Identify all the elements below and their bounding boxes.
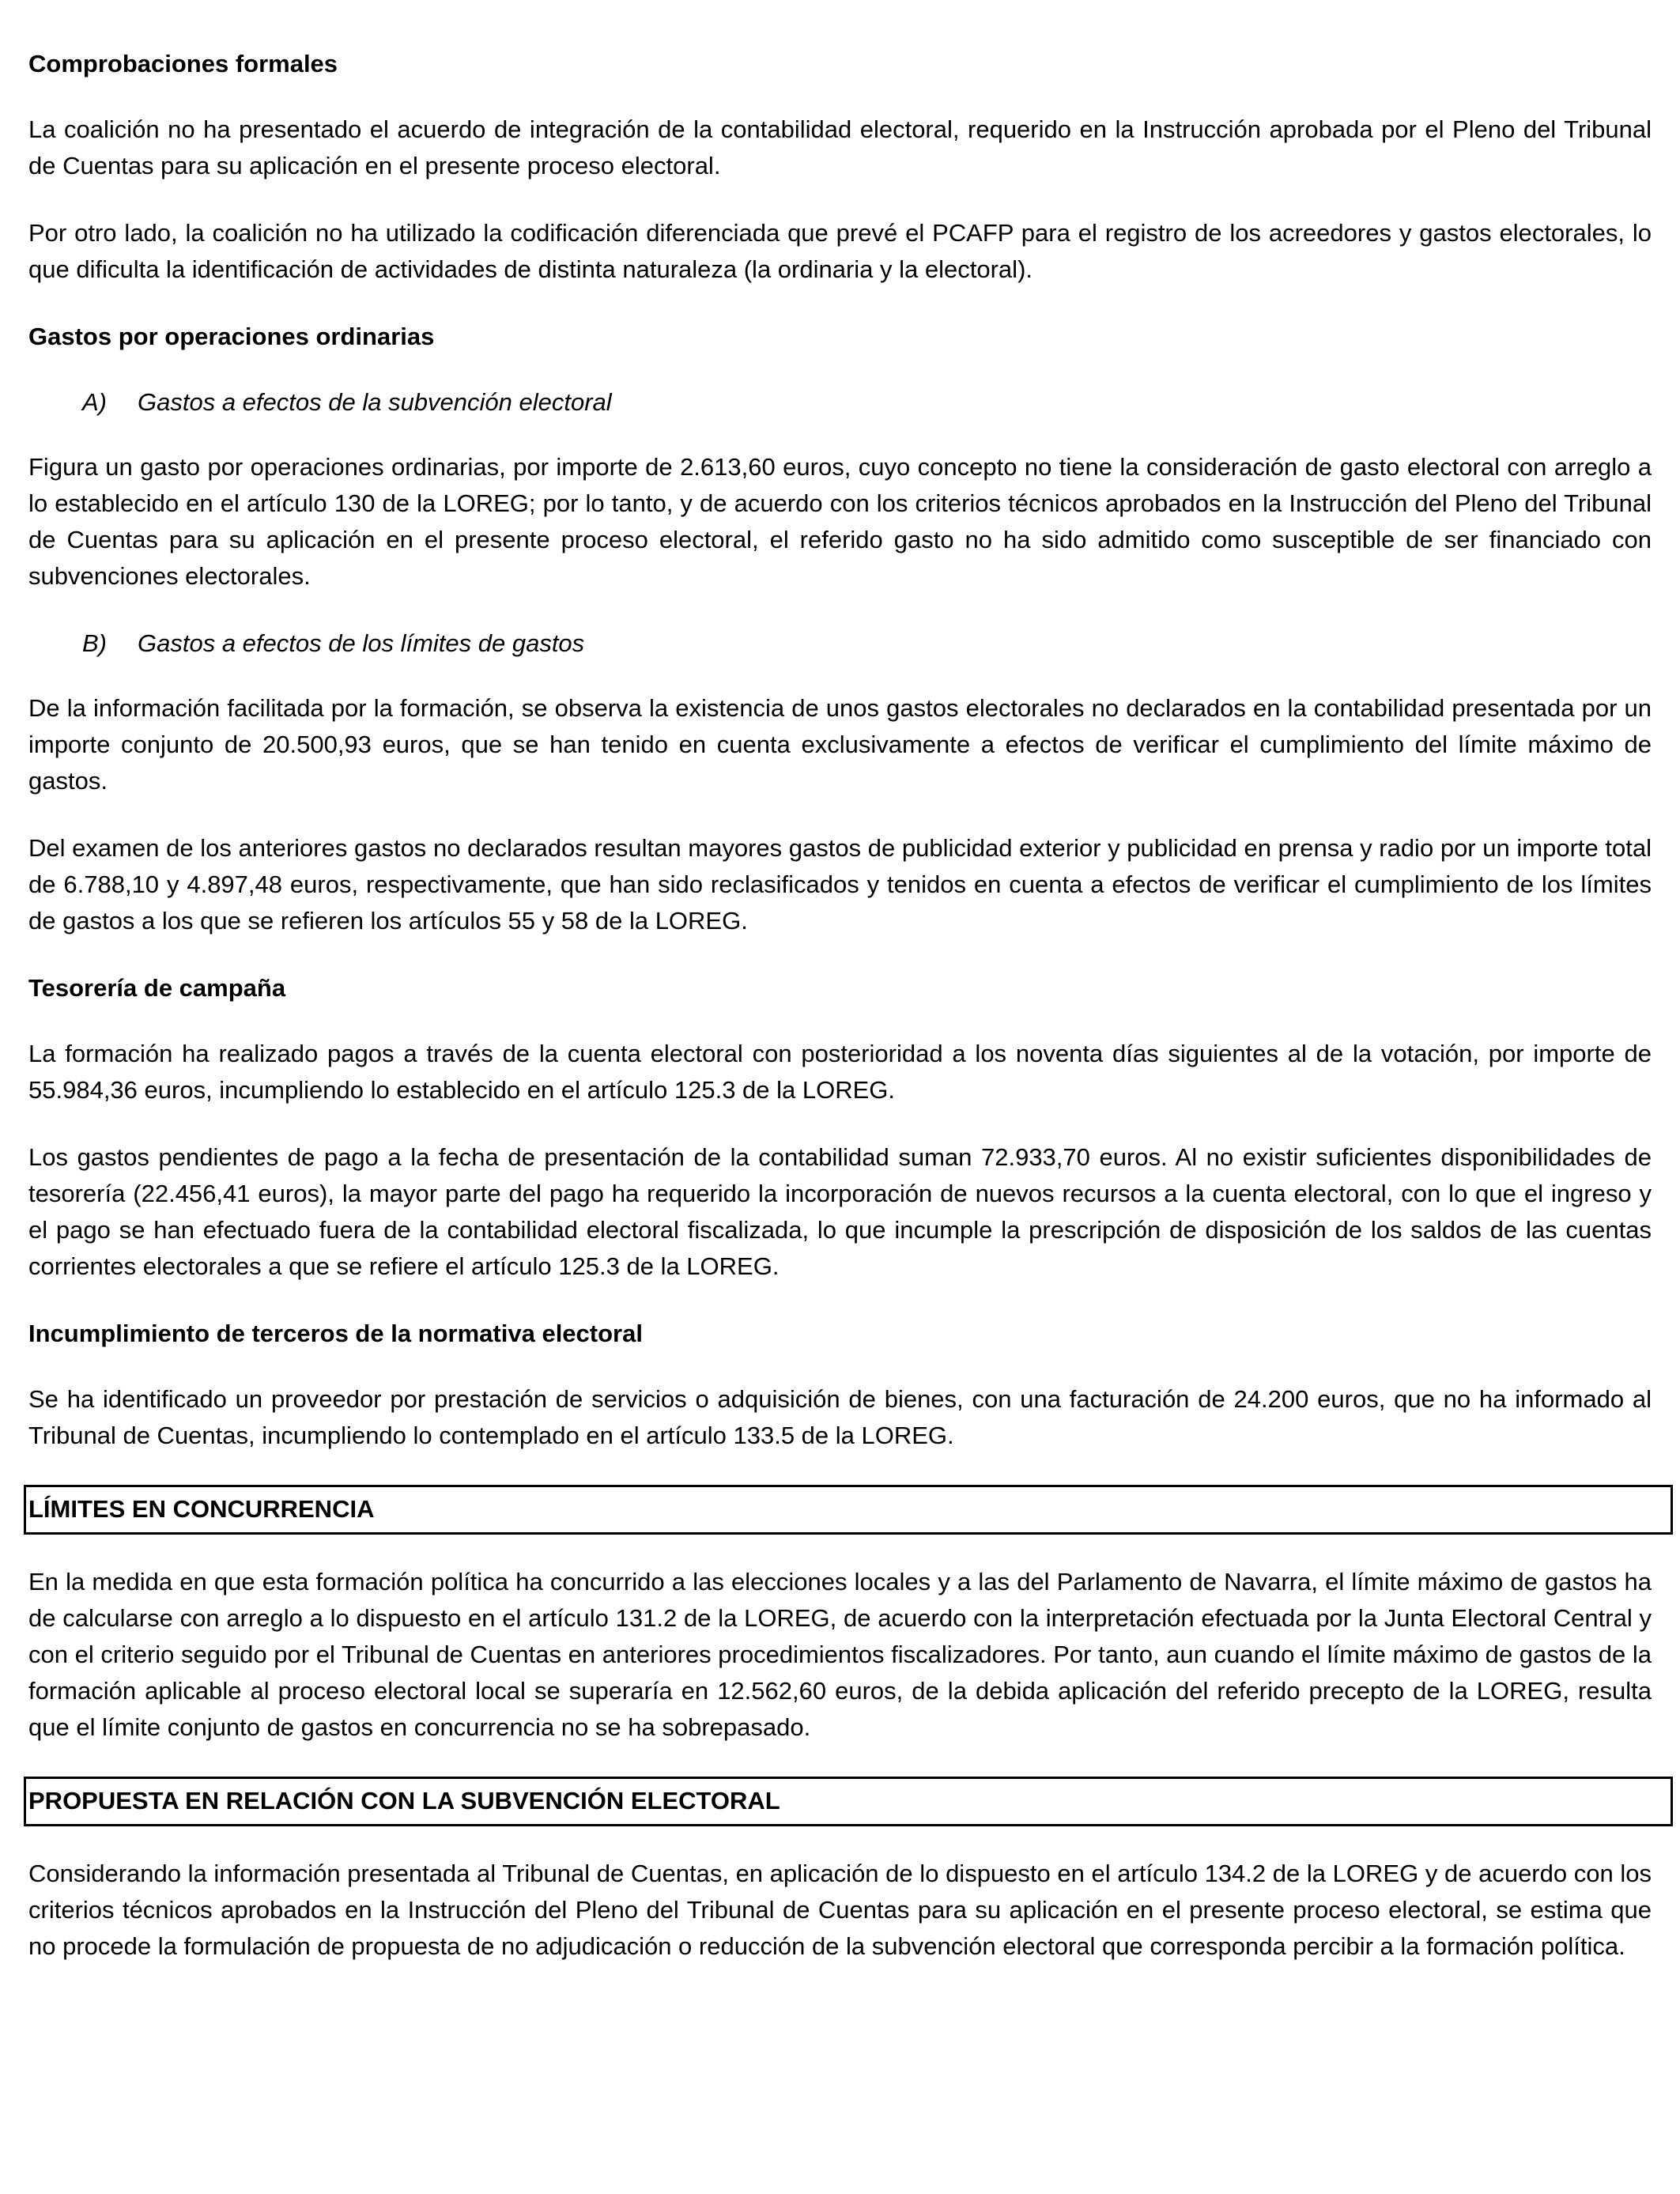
subheading-letter: A) <box>82 388 107 416</box>
paragraph: Los gastos pendientes de pago a la fecha de presentación de la contabilidad suman 72.933,70 euros. Al no existir suficientes disponibilidades de tesorería (22.456,41 euros), la mayor parte del pago ha requerido la incorporación de nuevos recursos a la cuenta electoral, con lo que el ingreso y el pago se han efectuado fuera de la contabilidad electoral fiscalizada, lo que incumple la prescripción de disposición de los saldos de las cuentas corrientes electorales a que se refiere el artículo 125.3 de la LOREG. <box>28 1143 1652 1280</box>
section-heading-formal-checks: Comprobaciones formales <box>28 50 338 77</box>
paragraph: En la medida en que esta formación política ha concurrido a las elecciones locales y a las del Parlamento de Navarra, el límite máximo de gastos ha de calcularse con arreglo a lo dispuesto en el artículo 131.2 de la LOREG, de acuerdo con la interpretación efectuada por la Junta Electoral Central y con el criterio seguido por el Tribunal de Cuentas en anteriores procedimientos fiscalizadores. Por tanto, aun cuando el límite máximo de gastos de la formación aplicable al proceso electoral local se superaría en 12.562,60 euros, de la debida aplicación del referido precepto de la LOREG, resulta que el límite conjunto de gastos en concurrencia no se ha sobrepasado. <box>28 1568 1652 1741</box>
subheading-b <box>28 625 1652 662</box>
paragraph: La formación ha realizado pagos a través de la cuenta electoral con posterioridad a los noventa días siguientes al de la votación, por importe de 55.984,36 euros, incumpliendo lo establecido en el artículo 125.3 de la LOREG. <box>28 1040 1652 1104</box>
paragraph: La coalición no ha presentado el acuerdo de integración de la contabilidad electoral, requerido en la Instrucción aprobada por el Pleno del Tribunal de Cuentas para su aplicación en el presente proceso electoral. <box>28 115 1652 179</box>
paragraph: Del examen de los anteriores gastos no declarados resultan mayores gastos de publicidad exterior y publicidad en prensa y radio por un importe total de 6.788,10 y 4.897,48 euros, respectivamente, que han sido reclasificados y tenidos en cuenta a efectos de verificar el cumplimiento de los límites de gastos a los que se refieren los artículos 55 y 58 de la LOREG. <box>28 834 1652 935</box>
boxed-heading-text: PROPUESTA EN RELACIÓN CON LA SUBVENCIÓN ELECTORAL <box>28 1787 780 1814</box>
paragraph: Figura un gasto por operaciones ordinarias, por importe de 2.613,60 euros, cuyo concepto no tiene la consideración de gasto electoral con arreglo a lo establecido en el artículo 130 de la LOREG; por lo tanto, y de acuerdo con los criterios técnicos aprobados en la Instrucción del Pleno del Tribunal de Cuentas para su aplicación en el presente proceso electoral, el referido gasto no ha sido admitido como susceptible de ser financiado con subvenciones electorales. <box>28 453 1652 590</box>
section-heading-ordinary-expenses: Gastos por operaciones ordinarias <box>28 323 435 350</box>
paragraph: De la información facilitada por la formación, se observa la existencia de unos gastos electorales no declarados en la contabilidad presentada por un importe conjunto de 20.500,93 euros, que se han tenido en cuenta exclusivamente a efectos de verificar el cumplimiento del límite máximo de gastos. <box>28 694 1652 795</box>
subheading-title: Gastos a efectos de los límites de gastos <box>138 629 585 657</box>
paragraph: Por otro lado, la coalición no ha utilizado la codificación diferenciada que prevé el PCAFP para el registro de los acreedores y gastos electorales, lo que dificulta la identificación de actividades de distinta naturaleza (la ordinaria y la electoral). <box>28 219 1652 283</box>
paragraph: Considerando la información presentada al Tribunal de Cuentas, en aplicación de lo dispuesto en el artículo 134.2 de la LOREG y de acuerdo con los criterios técnicos aprobados en la Instrucción del Pleno del Tribunal de Cuentas para su aplicación en el presente proceso electoral, se estima que no procede la formulación de propuesta de no adjudicación o reducción de la subvención electoral que corresponda percibir a la formación política. <box>28 1860 1652 1960</box>
boxed-heading-concurrence-limits <box>24 1485 1673 1535</box>
subheading-letter: B) <box>82 629 107 657</box>
section-heading-treasury: Tesorería de campaña <box>28 974 286 1002</box>
subheading-a <box>28 384 1652 421</box>
boxed-heading-text: LÍMITES EN CONCURRENCIA <box>28 1495 375 1523</box>
subheading-title: Gastos a efectos de la subvención electoral <box>138 388 612 416</box>
boxed-heading-proposal <box>24 1777 1673 1826</box>
paragraph: Se ha identificado un proveedor por prestación de servicios o adquisición de bienes, con una facturación de 24.200 euros, que no ha informado al Tribunal de Cuentas, incumpliendo lo contemplado en el artículo 133.5 de la LOREG. <box>28 1385 1652 1449</box>
section-heading-third-parties: Incumplimiento de terceros de la normativa electoral <box>28 1320 643 1347</box>
